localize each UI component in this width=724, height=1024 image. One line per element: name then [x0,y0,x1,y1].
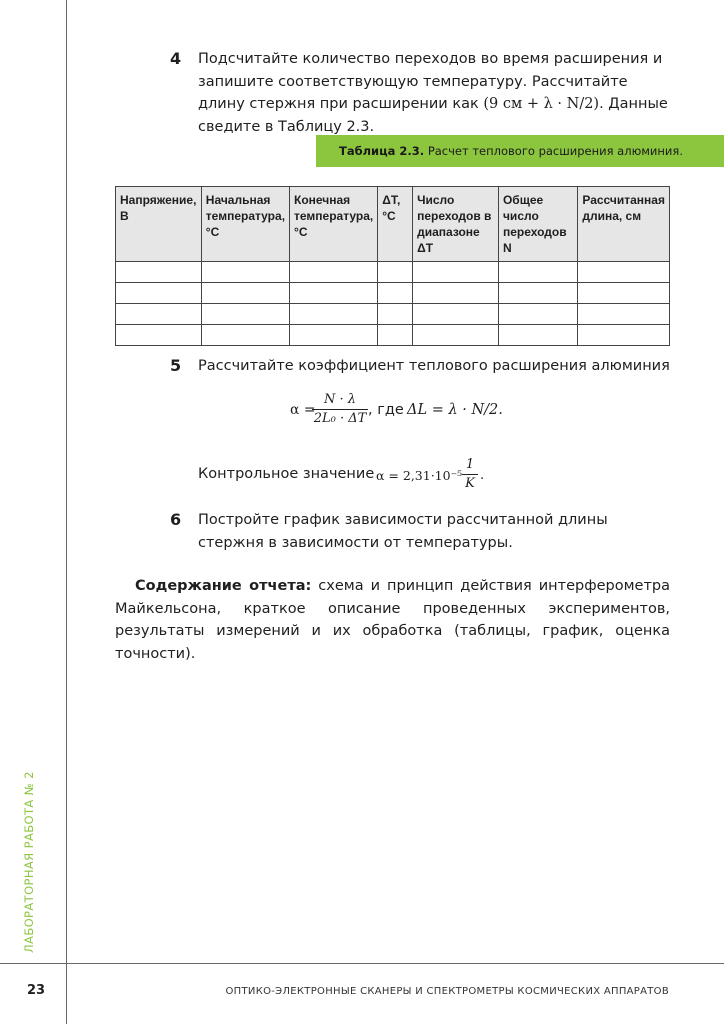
table-cell[interactable] [413,283,499,304]
alpha-lhs: α = [290,402,316,418]
footer-book-title: ОПТИКО-ЭЛЕКТРОННЫЕ СКАНЕРЫ И СПЕКТРОМЕТРЫ КОСМИЧЕСКИХ АППАРАТОВ [225,986,669,997]
control-denominator: K [465,476,475,491]
table-cell[interactable] [116,325,202,346]
control-alpha: α = 2,31·10⁻⁵ [376,468,463,483]
control-fraction [462,457,478,491]
table-cell[interactable] [578,325,670,346]
step-4-text: Подсчитайте количество переходов во время расширения и запишите соответствующую температуру. Рассчитайте длину стержня при расширении как [198,51,663,112]
step-5 [170,355,670,378]
table-caption [316,135,724,167]
report-lead: Содержание отчета: [135,578,312,594]
alpha-fraction [312,392,368,426]
step-text [198,48,670,138]
report-paragraph [115,575,670,665]
control-end: . [480,468,485,483]
table-cell[interactable] [116,283,202,304]
header-final-temp: Конечная температура, °С [290,187,378,262]
table-cell[interactable] [201,262,289,283]
header-delta-t: ΔТ, °С [378,187,413,262]
step-6-text: Постройте график зависимости рассчитанной длины стержня в зависимости от температуры. [198,512,608,551]
step-number: 6 [170,510,182,529]
table-cell[interactable] [290,283,378,304]
header-initial-temp: Начальная температура, °С [201,187,289,262]
step-5-text: Рассчитайте коэффициент теплового расширения алюминия [198,358,670,374]
where-label: , где [368,402,404,418]
table-cell[interactable] [201,304,289,325]
table-caption-label: Таблица 2.3. [339,144,425,158]
table-cell[interactable] [378,283,413,304]
table-cell[interactable] [578,283,670,304]
table-cell[interactable] [290,304,378,325]
table-cell[interactable] [201,283,289,304]
table-cell[interactable] [378,304,413,325]
table-cell[interactable] [378,325,413,346]
step-6 [170,509,670,554]
fraction-bar [312,409,368,410]
table-row [116,262,670,283]
table-cell[interactable] [498,262,577,283]
table-cell[interactable] [290,325,378,346]
table-cell[interactable] [116,304,202,325]
table-caption-text: Расчет теплового расширения алюминия. [427,144,683,158]
step-4 [170,48,670,138]
footer-rule [0,963,724,964]
table-row [116,283,670,304]
table-cell[interactable] [498,283,577,304]
table-cell[interactable] [116,262,202,283]
margin-vertical-rule [66,0,67,1024]
page-number: 23 [27,983,46,998]
table-row [116,304,670,325]
header-calculated-length: Рассчитанная длина, см [578,187,670,262]
control-numerator: 1 [465,457,475,472]
table-cell[interactable] [498,304,577,325]
fraction-bar [462,474,478,475]
delta-l-formula: ΔL = λ · N/2. [407,402,503,418]
table-cell[interactable] [578,262,670,283]
expansion-table [115,186,670,346]
step-4-text-end: . Данные сведите в Таблицу 2.3. [198,96,668,135]
side-chapter-title: ЛАБОРАТОРНАЯ РАБОТА № 2 [22,771,36,953]
table-cell[interactable] [378,262,413,283]
header-total-transitions: Общее число переходов N [498,187,577,262]
table-cell[interactable] [413,304,499,325]
table-cell[interactable] [290,262,378,283]
step-number: 5 [170,356,182,375]
alpha-numerator: N · λ [323,392,356,407]
header-transitions-range: Число переходов в диапазоне ΔТ [413,187,499,262]
table-row [116,325,670,346]
table-header-row [116,187,670,262]
table-cell[interactable] [413,325,499,346]
rod-length-formula: (9 см + λ · N/2) [483,96,600,112]
header-voltage: Напряжение, В [116,187,202,262]
alpha-denominator: 2L₀ · ΔT [313,411,367,426]
table-cell[interactable] [498,325,577,346]
table-cell[interactable] [201,325,289,346]
table-cell[interactable] [413,262,499,283]
step-number: 4 [170,49,182,68]
report-text: схема и принцип действия интерферометра Майкельсона, краткое описание проведенных экспериментов, результаты измерений и их обработка (таблицы, график, оценка точности). [115,578,671,662]
control-label: Контрольное значение [198,466,375,482]
table-cell[interactable] [578,304,670,325]
